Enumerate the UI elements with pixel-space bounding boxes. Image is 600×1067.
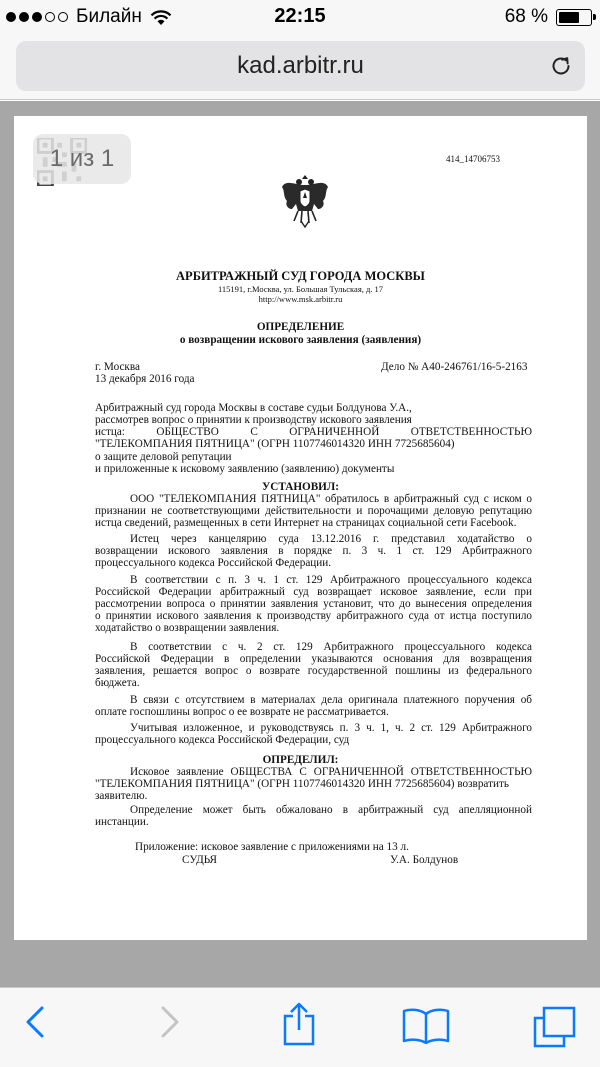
body-line: В соответствии с п. 3 ч. 1 ст. 129 Арбитражного процессуального кодекса: [130, 574, 532, 586]
body-line: Российской Федерации арбитражный суд возвращает исковое заявление, если при: [95, 586, 532, 598]
intro-line: истца: ОБЩЕСТВО С ОГРАНИЧЕННОЙ ОТВЕТСТВЕННОСТЬЮ: [95, 426, 532, 438]
address-bar[interactable]: [16, 41, 585, 91]
decision-line: Исковое заявление ОБЩЕСТВА С ОГРАНИЧЕННОЙ ОТВЕТСТВЕННОСТЬЮ: [130, 766, 532, 778]
pdf-viewer[interactable]: [0, 101, 600, 987]
document-subtitle: о возвращении искового заявления (заявления): [179, 334, 422, 346]
battery-group: [505, 6, 592, 28]
body-line: процессуального кодекса Российской Федерации.: [95, 557, 332, 569]
share-icon[interactable]: [281, 1002, 317, 1046]
decision-line: "ТЕЛЕКОМПАНИЯ ПЯТНИЦА" (ОГРН 1107746014320 ИНН 7725685604) возвратить: [95, 778, 509, 790]
established-heading: УСТАНОВИЛ:: [262, 481, 339, 493]
attachment-note: Приложение: исковое заявление с приложениями на 13 л.: [135, 841, 409, 853]
body-line: Учитывая изложенное, и руководствуясь п. 3 ч. 1, ч. 2 ст. 129 Арбитражного: [130, 722, 532, 734]
book-icon[interactable]: [402, 1008, 450, 1044]
chevron-right-icon[interactable]: [155, 1005, 183, 1039]
body-line: истца сведений, размещенных в сети Интернет на страницах социальной сети Facebook.: [95, 517, 517, 529]
body-line: заявления, решается вопрос о возврате государственной пошлины из федерального: [95, 665, 532, 677]
url-text[interactable]: kad.arbitr.ru: [237, 52, 364, 79]
court-address: 115191, г.Москва, ул. Большая Тульская, д. 17: [217, 284, 384, 294]
body-line: Российской Федерации в определении указываются основания для возвращения: [95, 653, 532, 665]
tabs-icon[interactable]: [532, 1006, 576, 1048]
document-page: [14, 116, 587, 940]
page-indicator: 1 из 1: [33, 134, 131, 184]
decision-line: заявителю.: [95, 790, 148, 802]
body-line: В соответствии с ч. 2 ст. 129 Арбитражного процессуального кодекса: [130, 641, 532, 653]
reload-icon[interactable]: [549, 54, 573, 78]
body-line: ходатайство о возвращении заявления.: [95, 622, 280, 634]
body-line: оплате госпошлины вопрос о ее возврате не рассматривается.: [95, 706, 389, 718]
address-bar-area: [0, 34, 600, 100]
judge-label: СУДЬЯ: [182, 854, 218, 866]
battery-percent: 68 %: [504, 6, 548, 27]
body-line: Истец через канцелярию суда 13.12.2016 г. представил ходатайство о: [130, 533, 532, 545]
coat-of-arms-icon: [280, 171, 330, 231]
clock: 22:15: [274, 5, 326, 27]
body-line: процессуального кодекса Российской Федерации, суд: [95, 734, 350, 746]
court-website: http://www.msk.arbitr.ru: [258, 294, 343, 304]
court-name: АРБИТРАЖНЫЙ СУД ГОРОДА МОСКВЫ: [176, 269, 425, 283]
decided-heading: ОПРЕДЕЛИЛ:: [262, 754, 339, 766]
body-line: бюджета.: [95, 677, 140, 689]
body-line: признании не соответствующими действительности и порочащими деловую репутацию: [95, 505, 532, 517]
intro-line: "ТЕЛЕКОМПАНИЯ ПЯТНИЦА" (ОГРН 1107746014320 ИНН 7725685604): [95, 438, 455, 450]
bottom-toolbar: [0, 987, 600, 1067]
body-line: ООО "ТЕЛЕКОМПАНИЯ ПЯТНИЦА" обратилось в арбитражный суд с иском о: [130, 493, 532, 505]
judge-name: У.А. Болдунов: [390, 854, 459, 866]
intro-line: рассмотрев вопрос о принятии к производству искового заявления: [95, 414, 412, 426]
carrier-name: Билайн: [76, 6, 142, 27]
decision-line: Определение может быть обжаловано в арбитражный суд апелляционной: [130, 804, 532, 816]
body-line: В связи с отсутствием в материалах дела оригинала платежного поручения об: [130, 694, 532, 706]
intro-line: о защите деловой репутации: [95, 451, 232, 463]
chevron-left-icon[interactable]: [22, 1005, 50, 1039]
intro-line: Арбитражный суд города Москвы в составе судьи Болдунова У.А.,: [95, 402, 412, 414]
document-title: ОПРЕДЕЛЕНИЕ: [256, 321, 345, 333]
decision-line: инстанции.: [95, 816, 149, 828]
body-line: рассмотрении вопроса о принятии заявления установит, что до вынесения определения: [95, 598, 532, 610]
intro-line: и приложенные к исковому заявлению (заявлению) документы: [95, 463, 395, 475]
status-bar: [0, 0, 600, 34]
body-line: возвращении искового заявления в порядке п. 3 ч. 1 ст. 129 Арбитражного: [95, 545, 532, 557]
case-number: Дело № А40-246761/16-5-2163: [381, 361, 528, 373]
body-line: о принятии искового заявления к производству арбитражного суда от истца поступило: [95, 610, 532, 622]
document-id: 414_14706753: [446, 154, 500, 164]
decision-date: 13 декабря 2016 года: [95, 373, 195, 385]
battery-icon: [556, 9, 592, 26]
city: г. Москва: [95, 361, 140, 373]
